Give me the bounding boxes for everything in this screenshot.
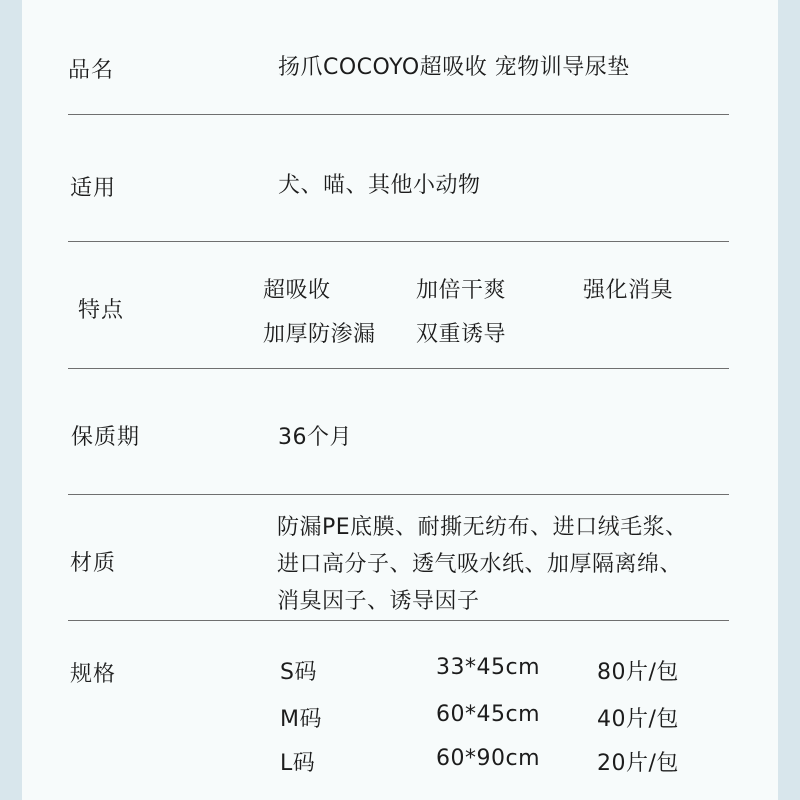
label-features: 特点 <box>78 298 125 323</box>
feature-item: 加倍干爽 <box>416 278 507 303</box>
value-usage: 犬、喵、其他小动物 <box>278 173 481 198</box>
feature-item: 加厚防渗漏 <box>263 322 376 347</box>
feature-item: 强化消臭 <box>583 278 674 303</box>
spec-size: S码 <box>280 660 317 685</box>
spec-size: M码 <box>280 707 322 732</box>
spec-quantity: 20片/包 <box>597 751 679 776</box>
divider <box>68 368 729 369</box>
spec-dimension: 33*45cm <box>436 655 541 680</box>
divider <box>68 494 729 495</box>
divider <box>68 241 729 242</box>
value-name: 扬爪COCOYO超吸收 宠物训导尿垫 <box>278 55 630 80</box>
spec-dimension: 60*90cm <box>436 746 541 771</box>
label-name: 品名 <box>68 58 115 83</box>
value-shelf-life: 36个月 <box>278 425 352 450</box>
material-line: 防漏PE底膜、耐撕无纺布、进口绒毛浆、 <box>277 515 688 540</box>
spec-quantity: 80片/包 <box>597 660 679 685</box>
divider <box>68 114 729 115</box>
divider <box>68 620 729 621</box>
spec-dimension: 60*45cm <box>436 702 541 727</box>
spec-quantity: 40片/包 <box>597 707 679 732</box>
feature-item: 双重诱导 <box>416 322 507 347</box>
label-spec: 规格 <box>70 662 117 687</box>
label-material: 材质 <box>70 551 117 576</box>
material-line: 进口高分子、透气吸水纸、加厚隔离绵、 <box>277 552 683 577</box>
feature-item: 超吸收 <box>263 278 331 303</box>
material-line: 消臭因子、诱导因子 <box>277 589 480 614</box>
label-shelf-life: 保质期 <box>71 425 141 450</box>
spec-size: L码 <box>280 751 316 776</box>
label-usage: 适用 <box>70 176 117 201</box>
